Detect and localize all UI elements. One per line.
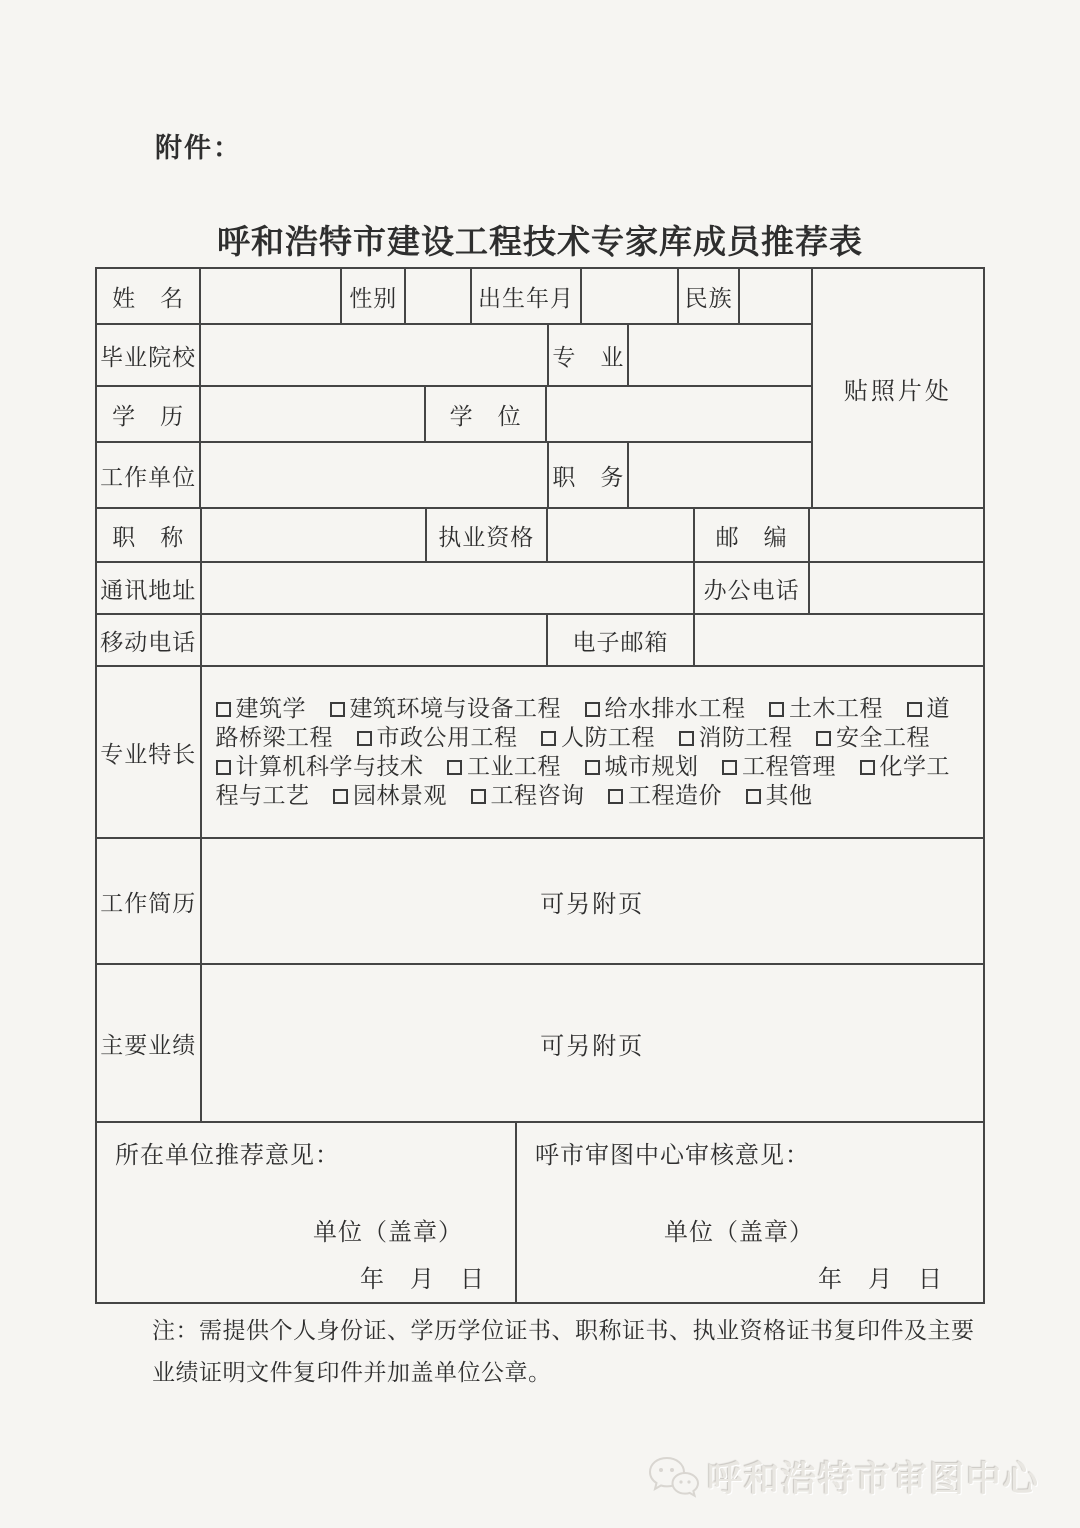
specialty-option-14[interactable]: 化学工程与工艺 (215, 754, 951, 808)
work-resume-content-cell[interactable] (202, 839, 983, 963)
watermark-text: 呼和浩特市审图中心 (706, 1460, 1040, 1499)
review-opinion-cell[interactable] (517, 1123, 983, 1302)
review-opinion-title: 呼市审图中心审核意见： (534, 1143, 810, 1169)
review-date-line: 年 月 日 (818, 1267, 943, 1293)
attach-page-note: 可另附页 (540, 1033, 645, 1060)
specialty-option-1[interactable]: 建筑学 (216, 696, 307, 721)
checkbox-icon[interactable] (216, 760, 231, 775)
checkbox-icon[interactable] (585, 702, 600, 717)
specialty-option-5[interactable]: 道路桥梁工程 (215, 696, 951, 750)
chat-bubbles-icon (647, 1455, 699, 1499)
field-label-practice-qualification: 执业资格 (427, 509, 548, 561)
specialty-option-13[interactable]: 工程管理 (722, 754, 836, 779)
row-mailing-address (97, 563, 983, 615)
mobile-phone-value-cell[interactable] (202, 615, 548, 665)
field-label-graduate-school: 毕业院校 (97, 325, 201, 385)
degree-value-cell[interactable] (547, 387, 810, 441)
checkbox-icon[interactable] (860, 760, 875, 775)
field-label-office-phone: 办公电话 (695, 563, 810, 613)
specialty-option-11[interactable]: 工业工程 (447, 754, 561, 779)
attach-page-note: 可另附页 (540, 891, 645, 918)
specialty-option-16[interactable]: 工程咨询 (471, 783, 585, 808)
row-work-resume (97, 839, 983, 965)
specialty-option-15[interactable]: 园林景观 (333, 783, 447, 808)
recommendation-form-table (95, 267, 985, 1304)
checkbox-icon[interactable] (769, 702, 784, 717)
field-label-work-resume: 工作简历 (97, 839, 202, 963)
checkbox-icon[interactable] (816, 731, 831, 746)
specialty-option-6[interactable]: 市政公用工程 (357, 725, 518, 750)
row-mobile-phone (97, 615, 983, 667)
checkbox-icon[interactable] (608, 789, 623, 804)
specialty-option-4[interactable]: 土木工程 (769, 696, 883, 721)
graduate-school-value-cell[interactable] (201, 325, 549, 385)
checkbox-icon[interactable] (746, 789, 761, 804)
field-label-ethnicity: 民族 (679, 269, 740, 323)
specialty-option-8[interactable]: 消防工程 (679, 725, 793, 750)
field-label-postal-code: 邮 编 (695, 509, 810, 561)
photo-area[interactable] (811, 269, 983, 507)
specialty-options (202, 688, 983, 816)
specialty-option-12[interactable]: 城市规划 (585, 754, 699, 779)
checkbox-icon[interactable] (357, 731, 372, 746)
field-label-education: 学 历 (97, 387, 201, 441)
field-label-degree: 学 位 (426, 387, 547, 441)
position-value-cell[interactable] (629, 443, 810, 507)
specialty-option-9[interactable]: 安全工程 (816, 725, 930, 750)
checkbox-icon[interactable] (333, 789, 348, 804)
checkbox-icon[interactable] (330, 702, 345, 717)
row-work-unit (97, 443, 811, 507)
unit-stamp-line: 单位（盖章） (312, 1220, 463, 1246)
field-label-mobile-phone: 移动电话 (97, 615, 202, 665)
checkbox-icon[interactable] (585, 760, 600, 775)
field-label-position: 职 务 (549, 443, 629, 507)
page-title: 呼和浩特市建设工程技术专家库成员推荐表 (217, 225, 863, 261)
photo-placeholder-label: 贴照片处 (843, 378, 952, 405)
education-value-cell[interactable] (201, 387, 426, 441)
checkbox-icon[interactable] (541, 731, 556, 746)
field-label-email: 电子邮箱 (548, 615, 695, 665)
field-label-specialty: 专业特长 (97, 667, 202, 837)
work-unit-value-cell[interactable] (201, 443, 549, 507)
specialty-option-2[interactable]: 建筑环境与设备工程 (330, 696, 562, 721)
checkbox-icon[interactable] (471, 789, 486, 804)
note-line-1: 注：需提供个人身份证、学历学位证书、职称证书、执业资格证书复印件及主要 (152, 1318, 975, 1343)
specialty-option-18[interactable]: 其他 (746, 783, 813, 808)
office-phone-value-cell[interactable] (810, 563, 983, 613)
row-professional-title (97, 509, 983, 563)
specialty-option-3[interactable]: 给水排水工程 (585, 696, 746, 721)
row-opinions (97, 1123, 983, 1302)
achievements-content-cell[interactable] (202, 965, 983, 1121)
professional-title-value-cell[interactable] (202, 509, 427, 561)
specialty-option-17[interactable]: 工程造价 (608, 783, 722, 808)
row-education (97, 387, 811, 443)
field-label-name: 姓 名 (97, 269, 201, 323)
specialty-option-7[interactable]: 人防工程 (541, 725, 655, 750)
practice-qualification-value-cell[interactable] (548, 509, 695, 561)
unit-date-line: 年 月 日 (359, 1267, 485, 1293)
mailing-address-value-cell[interactable] (202, 563, 696, 613)
review-stamp-line: 单位（盖章） (663, 1220, 814, 1246)
checkbox-icon[interactable] (679, 731, 694, 746)
field-label-gender: 性别 (342, 269, 406, 323)
row-specialty (97, 667, 983, 839)
field-label-birth-date: 出生年月 (472, 269, 581, 323)
ethnicity-value-cell[interactable] (740, 269, 811, 323)
field-label-professional-title: 职 称 (97, 509, 202, 561)
field-label-work-unit: 工作单位 (97, 443, 201, 507)
field-label-mailing-address: 通讯地址 (97, 563, 202, 613)
row-name (97, 269, 811, 325)
note (152, 1310, 975, 1394)
checkbox-icon[interactable] (722, 760, 737, 775)
postal-code-value-cell[interactable] (810, 509, 983, 561)
field-label-major: 专 业 (549, 325, 629, 385)
birth-date-value-cell[interactable] (582, 269, 680, 323)
row-achievements (97, 965, 983, 1123)
personal-info-section (97, 269, 983, 509)
specialty-option-10[interactable]: 计算机科学与技术 (216, 754, 424, 779)
footer-watermark (647, 1452, 1040, 1502)
row-graduate-school (97, 325, 811, 387)
name-value-cell[interactable] (201, 269, 342, 323)
checkbox-icon[interactable] (907, 702, 922, 717)
field-label-achievements: 主要业绩 (97, 965, 202, 1121)
note-line-2: 业绩证明文件复印件并加盖单位公章。 (152, 1360, 552, 1385)
attachment-label: 附件： (155, 133, 242, 163)
gender-value-cell[interactable] (406, 269, 472, 323)
checkbox-icon[interactable] (447, 760, 462, 775)
checkbox-icon[interactable] (216, 702, 231, 717)
unit-recommendation-cell[interactable] (97, 1123, 517, 1302)
email-value-cell[interactable] (695, 615, 983, 665)
unit-recommendation-title: 所在单位推荐意见： (115, 1143, 340, 1169)
major-value-cell[interactable] (629, 325, 810, 385)
specialty-options-cell (202, 667, 983, 837)
